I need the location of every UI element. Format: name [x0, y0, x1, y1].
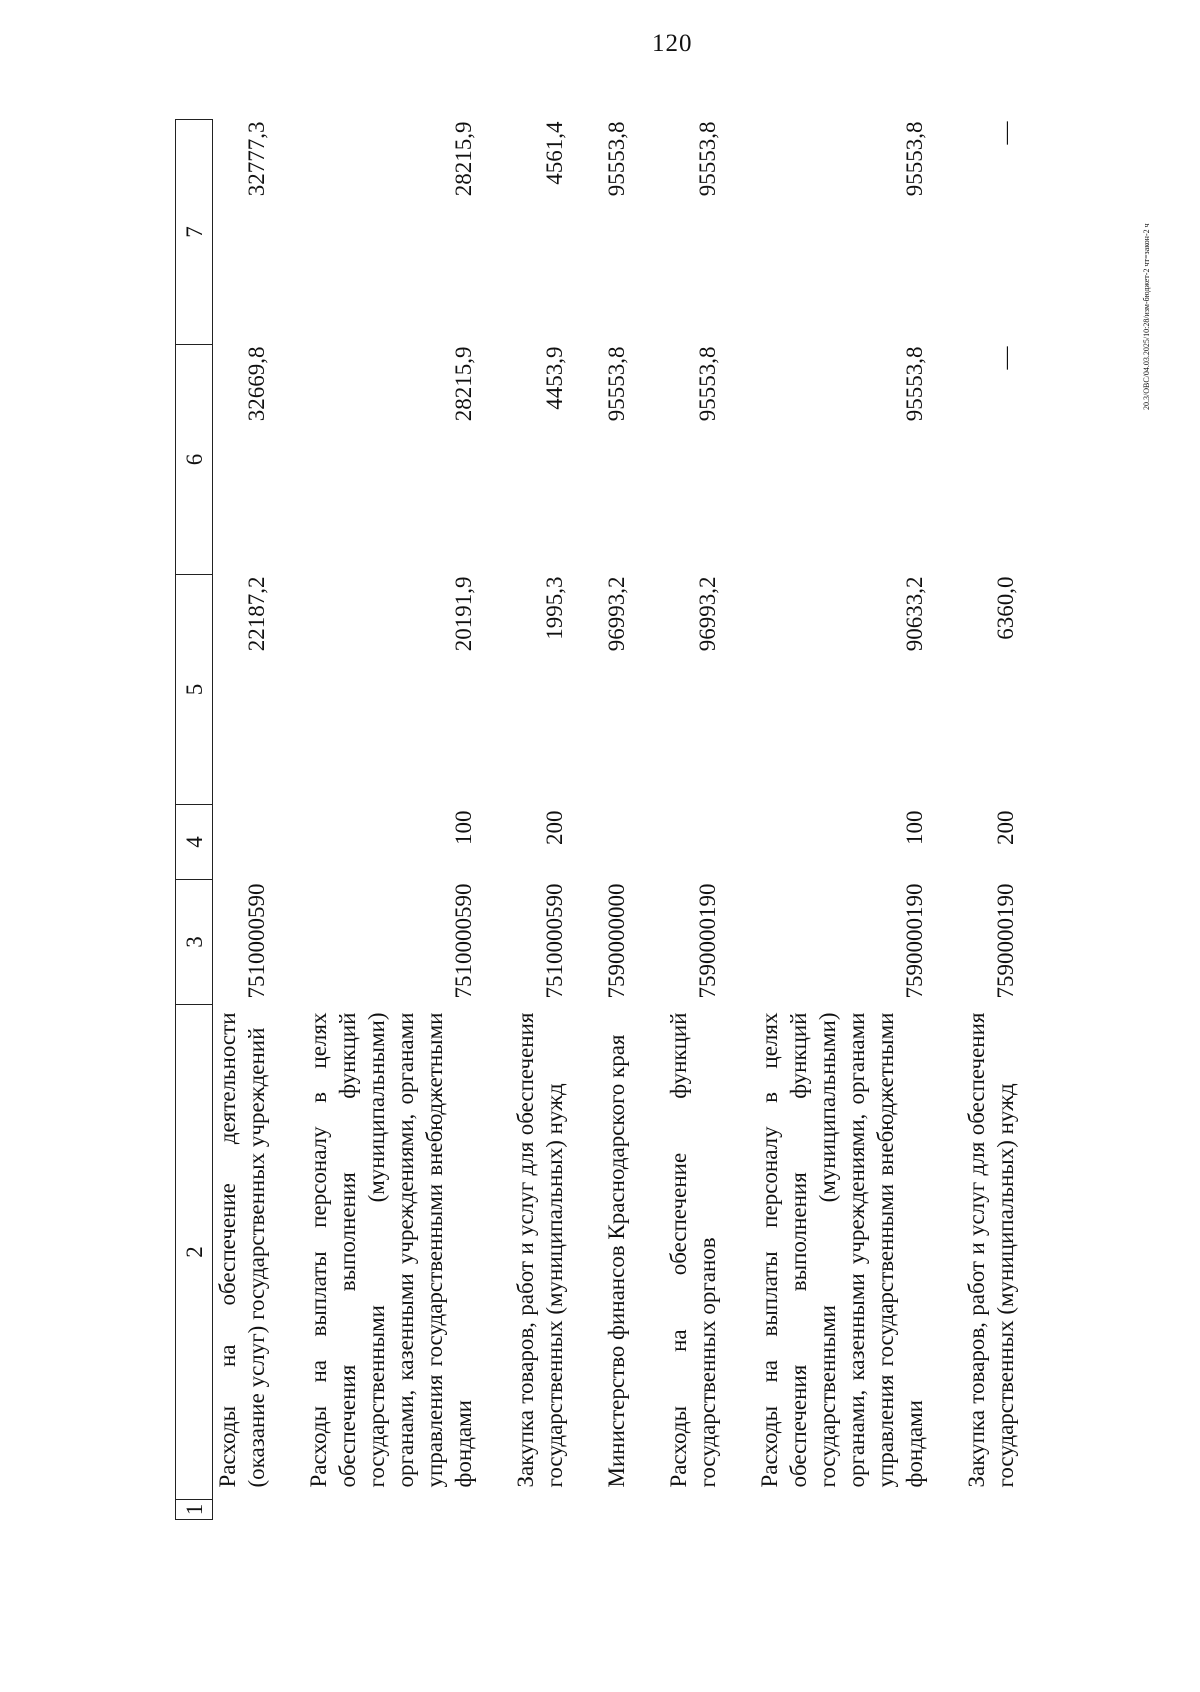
- header-col-5: 5: [176, 575, 213, 805]
- row-value-7: —: [993, 121, 1018, 145]
- row-value-7: 32777,3: [244, 121, 269, 197]
- row-name: Расходы на выплаты персоналу в целях обеспечения выполнения функций государственными (муниципальными) органами, казенными учреждениями, органами управления государственными внебюджетными фондами: [306, 1012, 476, 1488]
- row-code: 7590000000: [604, 883, 629, 999]
- row-value-5: 20191,9: [451, 576, 476, 652]
- row-kind: [664, 805, 722, 880]
- table-row: [755, 120, 929, 1520]
- row-name: Закупка товаров, работ и услуг для обеспечения государственных (муниципальных) нужд: [513, 1012, 567, 1488]
- table-row: [962, 120, 1020, 1520]
- row-value-6: 95553,8: [695, 346, 720, 422]
- row-code: 7590000190: [902, 883, 927, 999]
- row-name: Расходы на обеспечение функций государственных органов: [666, 1012, 720, 1488]
- row-kind: 100: [902, 810, 927, 845]
- row-name: Расходы на выплаты персоналу в целях обеспечения выполнения функций государственными (муниципальными) органами, казенными учреждениями, органами управления государственными внебюджетными фондами: [757, 1012, 927, 1488]
- row-value-6: 28215,9: [451, 346, 476, 422]
- row-code: 7510000590: [451, 883, 476, 999]
- row-value-6: 95553,8: [902, 346, 927, 422]
- header-col-4: 4: [176, 805, 213, 880]
- row-value-6: 4453,9: [542, 346, 567, 410]
- table-row: [213, 120, 272, 1520]
- budget-table: [175, 119, 1020, 1520]
- row-kind: 100: [451, 810, 476, 845]
- page-number: 120: [652, 30, 693, 57]
- row-value-5: 96993,2: [604, 576, 629, 652]
- row-value-6: 32669,8: [244, 346, 269, 422]
- row-code: 7590000190: [993, 883, 1018, 999]
- document-reference-code: 20.3/ОВС/04.03.2025/10:28/изм-бюджет-2 чт=закон-2 ч: [1142, 223, 1151, 410]
- table-row: [664, 120, 722, 1520]
- header-col-2: 2: [176, 1005, 213, 1500]
- row-value-5: 22187,2: [244, 576, 269, 652]
- row-value-7: 95553,8: [604, 121, 629, 197]
- row-value-5: 90633,2: [902, 576, 927, 652]
- row-name: Министерство финансов Краснодарского края: [604, 1034, 629, 1488]
- row-kind: [213, 805, 272, 880]
- table-row: [602, 120, 631, 1520]
- table-row: [304, 120, 478, 1520]
- row-value-5: 6360,0: [993, 576, 1018, 640]
- row-code: 7510000590: [244, 883, 269, 999]
- row-value-5: 1995,3: [542, 576, 567, 640]
- row-kind: [602, 805, 631, 880]
- header-col-6: 6: [176, 345, 213, 575]
- row-kind: 200: [993, 810, 1018, 845]
- row-code: 7510000590: [542, 883, 567, 999]
- row-value-7: 95553,8: [902, 121, 927, 197]
- header-col-3: 3: [176, 880, 213, 1005]
- row-value-7: 95553,8: [695, 121, 720, 197]
- table-row: [511, 120, 569, 1520]
- row-value-6: —: [993, 346, 1018, 370]
- row-value-6: 95553,8: [604, 346, 629, 422]
- row-name: Закупка товаров, работ и услуг для обеспечения государственных (муниципальных) нужд: [964, 1012, 1018, 1488]
- header-col-1: 1: [176, 1500, 213, 1520]
- row-name: Расходы на обеспечение деятельности (оказание услуг) государственных учреждений: [215, 1012, 269, 1488]
- header-col-7: 7: [176, 120, 213, 345]
- row-value-7: 28215,9: [451, 121, 476, 197]
- row-value-5: 96993,2: [695, 576, 720, 652]
- row-value-7: 4561,4: [542, 121, 567, 185]
- rotated-table-area: [175, 120, 1045, 1520]
- row-kind: 200: [542, 810, 567, 845]
- header-row: [176, 120, 213, 1520]
- row-code: 7590000190: [695, 883, 720, 999]
